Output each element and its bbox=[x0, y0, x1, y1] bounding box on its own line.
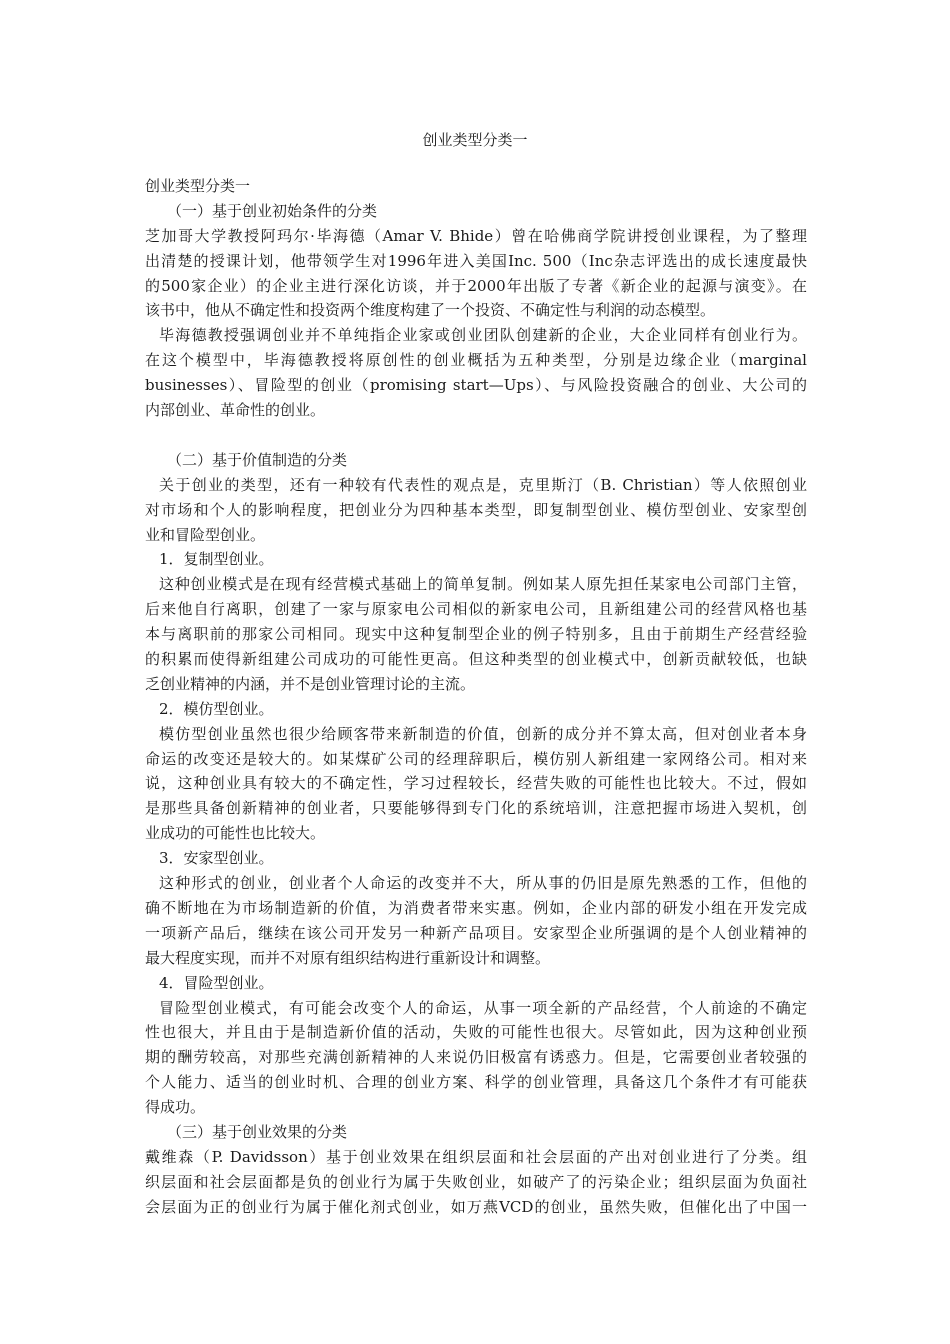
text-line: 戴维森（P. Davidsson）基于创业效果在组织层面和社会层面的产出对创业进行了分类。组 bbox=[145, 1147, 807, 1166]
text-line: 性也很大，并且由于是制造新价值的活动，失败的可能性也很大。尽管如此，因为这种创业预 bbox=[145, 1023, 807, 1042]
text-line: 3．安家型创业。 bbox=[159, 849, 274, 868]
text-line: businesses）、冒险型的创业（promising start—Ups）、与风险投资融合的创业、大公司的 bbox=[145, 376, 807, 395]
text-line: 4．冒险型创业。 bbox=[159, 973, 274, 992]
text-line: 对市场和个人的影响程度，把创业分为四种基本类型，即复制型创业、模仿型创业、安家型创 bbox=[145, 500, 807, 519]
text-line: 冒险型创业模式，有可能会改变个人的命运，从事一项全新的产品经营，个人前途的不确定 bbox=[159, 998, 807, 1017]
text-line: 乏创业精神的内涵，并不是创业管理讨论的主流。 bbox=[145, 674, 476, 693]
text-line: 模仿型创业虽然也很少给顾客带来新制造的价值，创新的成分并不算太高，但对创业者本身 bbox=[159, 724, 807, 743]
text-line: 毕海德教授强调创业并不单纯指企业家或创业团队创建新的企业，大企业同样有创业行为。 bbox=[159, 326, 807, 345]
text-line: 会层面为正的创业行为属于催化剂式创业，如万燕VCD的创业，虽然失败，但催化出了中国一 bbox=[145, 1197, 807, 1216]
text-line: 是那些具备创新精神的创业者，只要能够得到专门化的系统培训，注意把握市场进入契机，创 bbox=[145, 799, 807, 818]
text-line: 内部创业、革命性的创业。 bbox=[145, 401, 326, 420]
text-line: 期的酬劳较高，对那些充满创新精神的人来说仍旧极富有诱惑力。但是，它需要创业者较强的 bbox=[145, 1048, 807, 1067]
text-line: 本与离职前的那家公司相同。现实中这种复制型企业的例子特别多，且由于前期生产经营经验 bbox=[145, 625, 807, 644]
document-title: 创业类型分类一 bbox=[422, 131, 528, 149]
text-line: 2．模仿型创业。 bbox=[159, 699, 274, 718]
document-body bbox=[145, 174, 807, 1220]
text-line: 这种创业模式是在现有经营模式基础上的简单复制。例如某人原先担任某家电公司部门主管， bbox=[159, 575, 807, 594]
text-line: 命运的改变还是较大的。如某煤矿公司的经理辞职后，模仿别人新组建一家网络公司。相对来 bbox=[145, 749, 807, 768]
text-line: 确不断地在为市场制造新的价值，为消费者带来实惠。例如，企业内部的研发小组在开发完成 bbox=[145, 898, 807, 917]
text-line: 该书中，他从不确定性和投资两个维度构建了一个投资、不确定性与利润的动态模型。 bbox=[145, 301, 716, 320]
text-line: 1．复制型创业。 bbox=[159, 550, 274, 569]
text-line: 业和冒险型创业。 bbox=[145, 525, 266, 544]
text-line: 创业类型分类一 bbox=[145, 177, 251, 195]
text-line: 出清楚的授课计划，他带领学生对1996年进入美国Inc. 500（Inc杂志评选出的成长速度最快 bbox=[145, 251, 807, 270]
text-line: 关于创业的类型，还有一种较有代表性的观点是，克里斯汀（B. Christian）等人依照创业 bbox=[159, 475, 807, 494]
text-line: （三）基于创业效果的分类 bbox=[167, 1122, 348, 1141]
text-line: （二）基于价值制造的分类 bbox=[167, 450, 348, 469]
text-line: 芝加哥大学教授阿玛尔·毕海德（Amar V. Bhide）曾在哈佛商学院讲授创业课程，为了整理 bbox=[145, 226, 807, 245]
text-line: 这种形式的创业，创业者个人命运的改变并不大，所从事的仍旧是原先熟悉的工作，但他的 bbox=[159, 874, 807, 893]
text-line: 业成功的可能性也比较大。 bbox=[145, 824, 326, 843]
text-line: 一项新产品后，继续在该公司开发另一种新产品项目。安家型企业所强调的是个人创业精神的 bbox=[145, 923, 807, 942]
text-line: 后来他自行离职，创建了一家与原家电公司相似的新家电公司，且新组建公司的经营风格也基 bbox=[145, 600, 807, 619]
text-line: 的积累而使得新组建公司成功的可能性更高。但这种类型的创业模式中，创新贡献较低，也缺 bbox=[145, 650, 807, 669]
text-line: 的500家企业）的企业主进行深化访谈，并于2000年出版了专著《新企业的起源与演变》。在 bbox=[145, 276, 807, 295]
blank-line bbox=[145, 423, 807, 448]
text-line: 织层面和社会层面都是负的创业行为属于失败创业，如破产了的污染企业；组织层面为负面社 bbox=[145, 1172, 807, 1191]
text-line: 个人能力、适当的创业时机、合理的创业方案、科学的创业管理，具备这几个条件才有可能获 bbox=[145, 1073, 807, 1092]
text-line: 最大程度实现，而并不对原有组织结构进行重新设计和调整。 bbox=[145, 948, 551, 967]
text-line: 得成功。 bbox=[145, 1098, 206, 1117]
text-line: 在这个模型中，毕海德教授将原创性的创业概括为五种类型，分别是边缘企业（marginal bbox=[145, 351, 807, 370]
text-line: 说，这种创业具有较大的不确定性，学习过程较长，经营失败的可能性也比较大。不过，假如 bbox=[145, 774, 807, 793]
text-line: （一）基于创业初始条件的分类 bbox=[167, 201, 378, 220]
